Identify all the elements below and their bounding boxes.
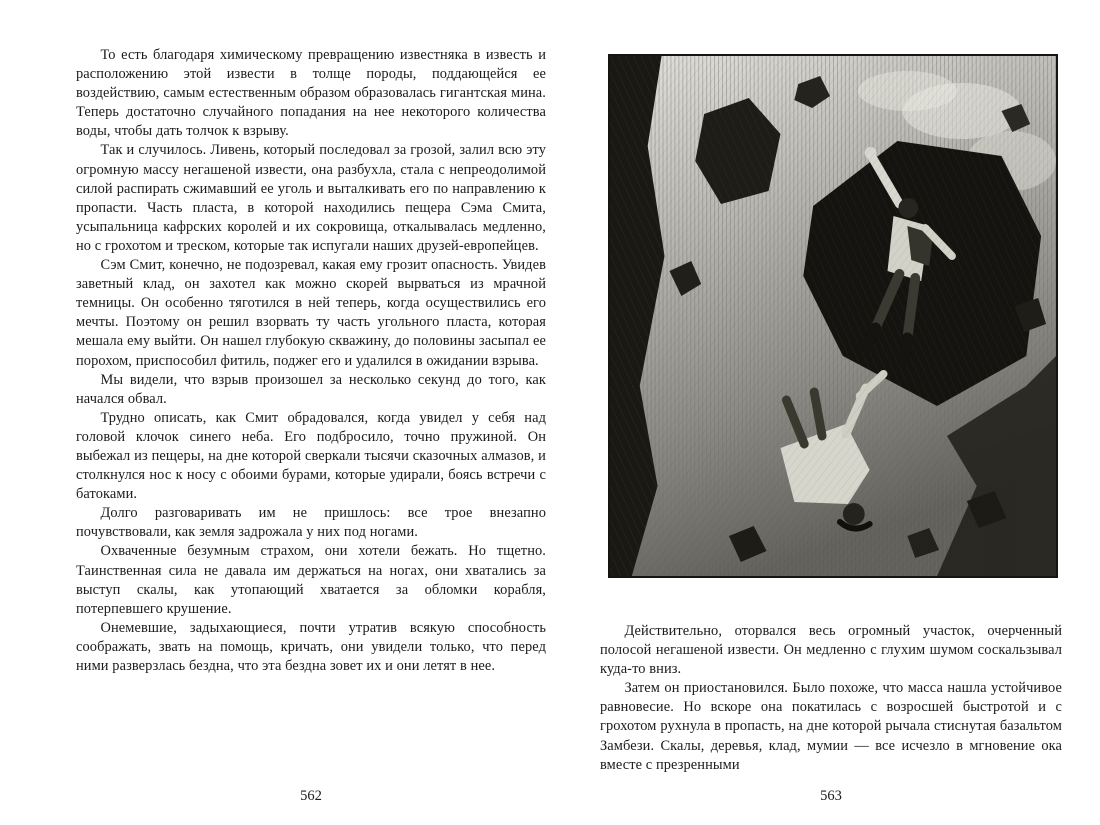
engraving-art <box>610 56 1056 576</box>
paragraph: То есть благодаря химическому превращению известняка в известь и расположению этой извести в толще породы, поддающейся ее воздействию, самым естественным образом образовалась гигантская мина. Теперь достаточно случайного попадания на нее некоторого количества воды, чтобы дать толчок к взрыву. <box>76 47 546 140</box>
page-number-right: 563 <box>820 788 842 804</box>
page-number-left: 562 <box>300 788 322 804</box>
paragraph: Трудно описать, как Смит обрадовался, когда увидел у себя над головой клочок синего неба. Его подбросило, точно пружиной. Он выбежал из пещеры, на дне которой сверкали тысячи сказочных алмазов, и столкнулся нос к носу с обоими бурами, которые удирали, боясь встречи с батоками. <box>76 409 546 503</box>
paragraph: Мы видели, что взрыв произошел за несколько секунд до того, как начался обвал. <box>76 371 546 407</box>
paragraph: Долго разговаривать им не пришлось: все трое внезапно почувствовали, как земля задрожала у них под ногами. <box>76 505 546 541</box>
right-page-text-column <box>600 622 1062 775</box>
paragraph: Онемевшие, задыхающиеся, почти утратив всякую способность соображать, звать на помощь, кричать, они увидели только, что перед ними разверзлась бездна, что эта бездна зовет их и они летят в нее. <box>76 619 546 674</box>
paragraph: Действительно, оторвался весь огромный участок, очерченный полосой негашеной извести. Он медленно с глухим шумом соскальзывал куда-то вниз. <box>600 623 1062 678</box>
paragraph: Затем он приостановился. Было похоже, что масса нашла устойчивое равновесие. Но вскоре она покатилась с возросшей быстротой и с грохотом рухнула в пропасть, на дне которой рычала стиснутая базальтом Замбези. Скалы, деревья, клад, мумии — все исчезло в мгновение ока вместе с презренными <box>600 680 1062 773</box>
paragraph: Охваченные безумным страхом, они хотели бежать. Но тщетно. Таинственная сила не давала им держаться на ногах, они хватались за выступ скалы, как утопающий хватается за обломки корабля, потерпевшего крушение. <box>76 543 546 617</box>
left-page-text-column <box>76 46 546 676</box>
paragraph: Сэм Смит, конечно, не подозревал, какая ему грозит опасность. Увидев заветный клад, он захотел как можно скорей вырваться из мрачной темницы. Он особенно тяготился в ней теперь, когда осуществились его мечты. Поэтому он решил взорвать ту часть угольного пласта, которая мешала ему выйти. Он нашел глубокую скважину, до половины засыпал ее порохом, приспособил фитиль, поджег его и удалился в ожидании взрыва. <box>76 257 546 369</box>
engraving-illustration-falling-into-abyss <box>608 54 1058 578</box>
paragraph: Так и случилось. Ливень, который последовал за грозой, залил всю эту огромную массу негашеной извести, она разбухла, стала с непреодолимой силой распирать сжимавший ее уголь и выталкивать его по направлению к пропасти. Часть пласта, в которой находились пещера Сэма Смита, усыпальница кафрских королей и их сокровища, откалывалась медленно, но с грохотом и треском, которые так испугали наших друзей-европейцев. <box>76 142 546 254</box>
